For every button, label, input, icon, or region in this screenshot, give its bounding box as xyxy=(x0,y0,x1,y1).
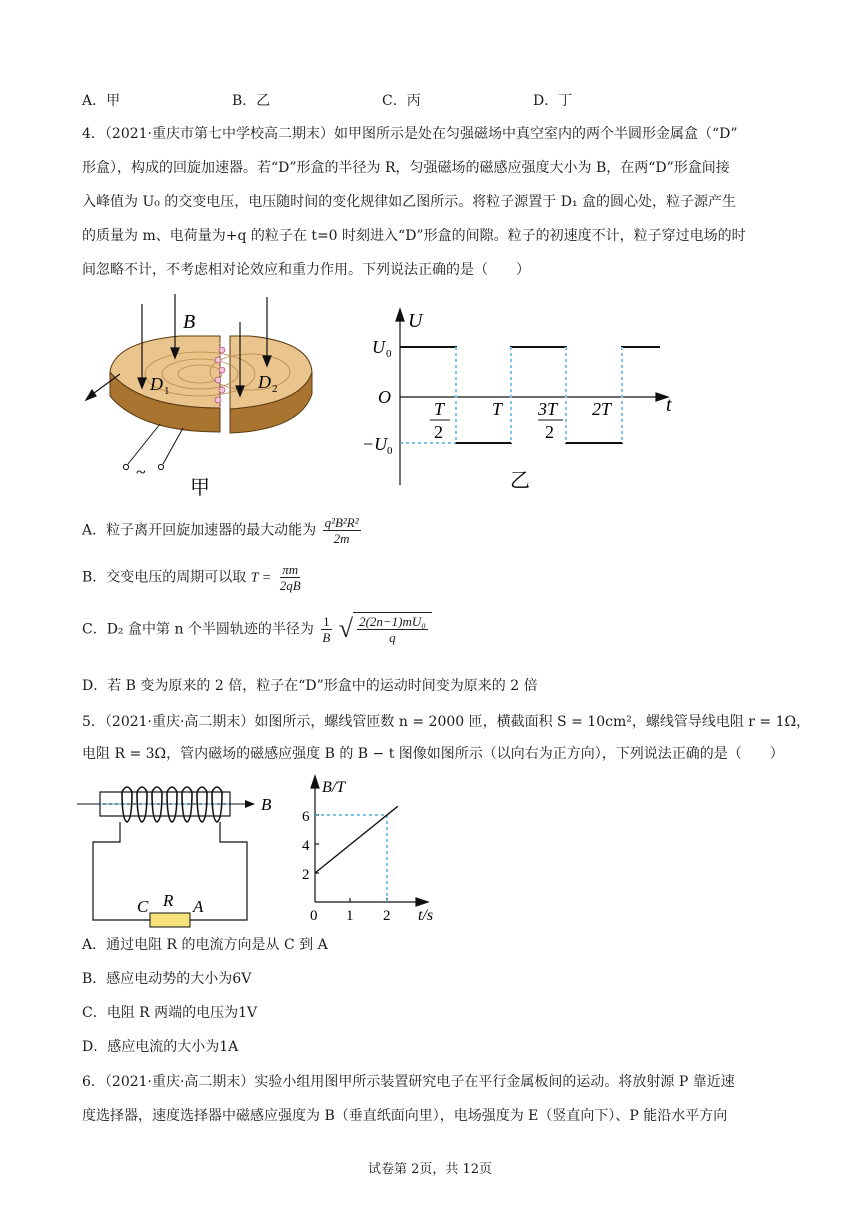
q4-option-d: D．若 B 变为原来的 2 倍，粒子在“D”形盒中的运动时间变为原来的 2 倍 xyxy=(82,678,538,694)
q6-stem-line-2: 度选择器，速度选择器中磁感应强度为 B（垂直纸面向里），电场强度为 E（竖直向下）、P 能沿水平方向 xyxy=(82,1108,728,1124)
q4-stem-line-4: 的质量为 m、电荷量为+q 的粒子在 t=0 时刻进入“D”形盒的间隙。粒子的初速度不计，粒子穿过电场的时 xyxy=(82,228,746,244)
q4-option-b: B．交变电压的周期可以取 T = $\frac{\pi m}{2qB}$ xyxy=(82,562,301,593)
u-axis-label: U xyxy=(408,310,423,332)
q5-stem-line-2: 电阻 R = 3Ω，管内磁场的磁感应强度 B 的 B − t 图像如图所示（以向右为正方向），下列说法正确的是（ ） xyxy=(82,746,784,762)
q3-option-d: D．丁 xyxy=(533,93,573,109)
solenoid-circuit xyxy=(75,770,275,930)
fig-jia-caption: 甲 xyxy=(190,477,210,499)
u0-tick-label: U xyxy=(372,337,385,357)
x-tick-2: 2 xyxy=(383,908,391,924)
q4-stem-line-3: 入峰值为 U₀ 的交变电压，电压随时间的变化规律如乙图所示。将粒子源置于 D₁ 盒的圆心处，粒子源产生 xyxy=(82,194,737,210)
page-footer: 试卷第 2页，共 12页 xyxy=(367,1162,493,1177)
q4-stem-line-2: 形盒），构成的回旋加速器。若“D”形盒的半径为 R，匀强磁场的磁感应强度大小为 B，在两“D”形盒间接 xyxy=(82,160,730,176)
b-t-graph xyxy=(290,770,460,930)
q4-stem-line-1: 4．（2021·重庆市第七中学校高二期末）如甲图所示是处在匀强磁场中真空室内的两个半圆形金属盒（“D” xyxy=(82,126,738,142)
cyclotron-figure xyxy=(80,292,330,507)
b-t-series-line xyxy=(315,806,398,873)
x-tick-0: 0 xyxy=(310,908,318,924)
origin-label: O xyxy=(378,387,391,407)
x-tick-1: 1 xyxy=(346,908,354,924)
y-tick-4: 4 xyxy=(302,838,310,854)
b-field-label: B xyxy=(183,311,196,333)
svg-text:0: 0 xyxy=(386,348,392,360)
t-three-half-den: 2 xyxy=(545,422,554,442)
graph-x-axis-label: t/s xyxy=(418,907,434,924)
fig-yi-caption: 乙 xyxy=(510,470,530,492)
svg-text:0: 0 xyxy=(387,445,393,457)
t-axis-label: t xyxy=(666,394,672,416)
sqrt-expression: √ $\frac{\text{2(2n−1)mU₀}}{q}$ xyxy=(339,612,432,647)
circuit-b-label: B xyxy=(261,795,272,814)
node-a-label: A xyxy=(193,897,204,916)
t-tick-label: T xyxy=(492,399,503,419)
d2-label: D xyxy=(258,372,271,392)
q6-stem-line-1: 6．（2021·重庆·高二期末）实验小组用图甲所示装置研究电子在平行金属板间的运动。将放射源 P 靠近速 xyxy=(82,1074,735,1090)
ac-source-symbol: ~ xyxy=(136,462,146,482)
q3-option-b: B．乙 xyxy=(232,93,271,109)
t-half-den: 2 xyxy=(434,422,443,442)
q5-option-c: C．电阻 R 两端的电压为1V xyxy=(82,1005,258,1021)
q4-stem-line-5: 间忽略不计，不考虑相对论效应和重力作用。下列说法正确的是（ ） xyxy=(82,262,530,278)
resistor-r-label: R xyxy=(163,891,174,910)
two-t-tick-label: 2T xyxy=(592,399,612,419)
q5-option-b: B．感应电动势的大小为6V xyxy=(82,971,252,987)
d1-label: D xyxy=(150,374,163,394)
t-three-half-num: 3T xyxy=(538,399,558,419)
q4-option-a: A．粒子离开回旋加速器的最大动能为 $\frac{\text{q²B²R²}}{2m}$ xyxy=(82,515,359,546)
resistor-r xyxy=(150,913,190,927)
y-tick-2: 2 xyxy=(302,867,310,883)
neg-u0-tick-label: −U xyxy=(362,434,388,454)
t-half-num: T xyxy=(434,399,445,419)
q4-option-c: C．D₂ 盒中第 n 个半圆轨迹的半径为 $\frac{1}{B}$ √ $\frac{\text{2(2n−1)mU₀}}{q}$ xyxy=(82,612,432,647)
q5-stem-line-1: 5．（2021·重庆·高二期末）如图所示，螺线管匝数 n = 2000 匝，横截面积 S = 10cm²，螺线管导线电阻 r = 1Ω， xyxy=(82,714,811,730)
node-c-label: C xyxy=(137,897,149,916)
y-tick-6: 6 xyxy=(302,809,310,825)
square-wave-figure xyxy=(360,305,690,495)
q5-option-a: A．通过电阻 R 的电流方向是从 C 到 A xyxy=(82,937,328,953)
q3-option-a: A．甲 xyxy=(82,93,121,109)
svg-text:1: 1 xyxy=(164,385,170,397)
svg-text:2: 2 xyxy=(272,383,278,395)
graph-y-axis-label: B/T xyxy=(322,779,346,796)
q3-option-c: C．丙 xyxy=(382,93,421,109)
q5-option-d: D．感应电流的大小为1A xyxy=(82,1039,239,1055)
